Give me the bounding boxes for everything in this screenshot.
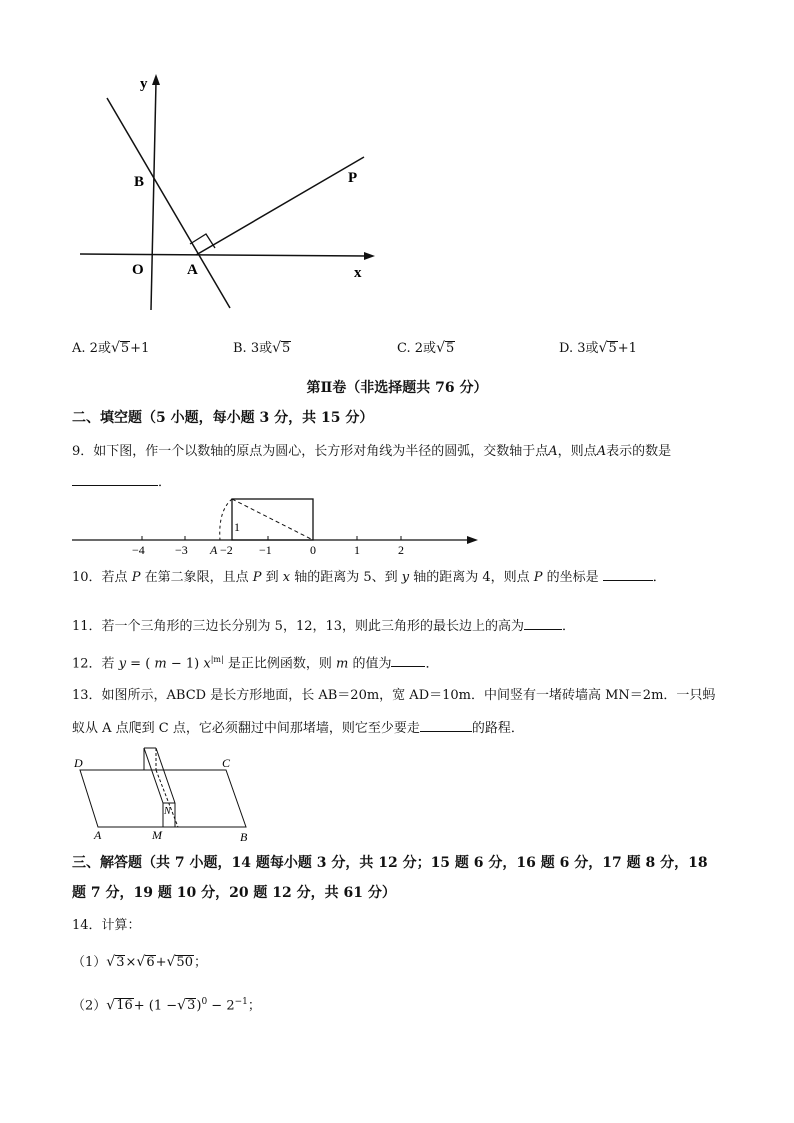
q10-answer-blank <box>603 568 653 581</box>
option-a <box>72 340 149 357</box>
q10-part: 的坐标是 <box>542 570 603 585</box>
section3-title-line1: 三、解答题（共 7 小题，14 题每小题 3 分，共 12 分；15 题 6 分，16 题 6 分，17 题 8 分，18 <box>72 855 708 871</box>
option-letter: C. <box>397 341 411 356</box>
sqrt-sign: √ <box>598 340 608 356</box>
tick-label: −2 <box>220 543 233 557</box>
x-axis-arrow <box>364 252 375 260</box>
q10-var: P <box>533 570 543 585</box>
radicand: 6 <box>146 955 155 970</box>
radicand: 50 <box>176 955 193 970</box>
option-radicand: 5 <box>608 341 617 356</box>
tick-label: −4 <box>132 543 145 557</box>
label-A: A <box>94 828 102 842</box>
option-b <box>233 340 291 357</box>
option-letter: A. <box>72 341 86 356</box>
q11-part: 11．若一个三角形的三边长分别为 5，12，13，则此三角形的最长边上的高为 <box>72 619 525 634</box>
q11-tail: ． <box>562 619 576 634</box>
q12-part: 12．若 <box>72 656 119 672</box>
tick-label: 2 <box>398 543 404 557</box>
tick-label: −1 <box>259 543 272 557</box>
q13-line2 <box>72 719 524 737</box>
plus-sign: + <box>155 955 167 970</box>
q10-part: 轴的距离为 4，则点 <box>409 570 534 585</box>
option-value: 3 <box>577 341 586 356</box>
part2-title: 第Ⅱ卷（非选择题共 76 分） <box>306 380 488 396</box>
q14-part2-tail: ； <box>247 998 261 1014</box>
point-a-label: A <box>210 543 218 557</box>
number-line-arrow <box>467 536 478 544</box>
label-C: C <box>222 756 231 770</box>
close-paren: ) <box>196 998 202 1014</box>
q9-var-a: A <box>548 444 558 459</box>
q10-var: y <box>401 570 410 585</box>
option-tail: +1 <box>130 341 150 356</box>
coordinate-figure <box>70 70 390 320</box>
q12-part: 是正比例函数，则 <box>223 656 336 672</box>
arc <box>220 499 232 540</box>
sqrt-sign: √ <box>436 340 445 356</box>
tick-label: 1 <box>354 543 360 557</box>
q12-var: m <box>335 656 349 672</box>
wall <box>144 748 178 827</box>
sqrt-sign: √ <box>106 997 116 1014</box>
sqrt-sign: √ <box>272 340 282 356</box>
option-radicand: 5 <box>120 341 130 356</box>
wall-figure <box>70 745 260 845</box>
sqrt-sign: √ <box>136 954 146 970</box>
q9-tail: ． <box>158 475 172 490</box>
x-axis <box>80 254 368 256</box>
option-d <box>559 340 637 357</box>
y-axis <box>151 82 156 310</box>
q9-part2: ，则点 <box>557 444 597 459</box>
ray-AP <box>196 157 364 255</box>
label-M: M <box>152 828 162 842</box>
sqrt-sign: √ <box>110 340 120 356</box>
q10-part: 到 <box>261 570 283 585</box>
q12-var: x <box>203 656 211 672</box>
q12-part: 的值为 <box>348 656 392 672</box>
label-y: y <box>140 76 148 92</box>
option-or: 或 <box>585 341 599 356</box>
q14-part1-tail: ； <box>193 955 207 970</box>
q11-answer-blank <box>524 617 562 630</box>
section3-title-line2: 题 7 分，19 题 10 分，20 题 12 分，共 61 分） <box>72 885 396 901</box>
q10-var: x <box>282 570 291 585</box>
q12-exponent: |m| <box>210 655 224 664</box>
q12-var: y <box>118 656 127 672</box>
sqrt-sign: √ <box>166 954 176 970</box>
q14-part2-number: （2） <box>72 998 107 1014</box>
line-BA <box>107 98 230 308</box>
option-tail: +1 <box>617 341 637 356</box>
label-O: O <box>132 262 144 278</box>
q13-line1: 13．如图所示，ABCD 是长方形地面，长 AB＝20m，宽 AD＝10m．中间竖有一堵砖墙高 MN＝2m．一只蚂 <box>72 688 716 703</box>
q12-text <box>72 652 438 672</box>
option-radicand: 5 <box>282 341 291 356</box>
q13-answer-blank <box>420 719 472 732</box>
label-D: D <box>74 756 83 770</box>
expression-part: − 2 <box>207 998 235 1014</box>
option-or: 或 <box>259 341 273 356</box>
tick-label: −3 <box>175 543 188 557</box>
sqrt-sign: √ <box>177 997 187 1014</box>
option-c <box>397 340 455 357</box>
q12-part: = ( <box>126 656 155 672</box>
exponent: 0 <box>201 997 208 1007</box>
q9-answer-blank <box>72 473 158 486</box>
y-axis-arrow <box>152 74 160 85</box>
option-or: 或 <box>423 341 437 356</box>
q14-part1 <box>72 954 207 971</box>
option-letter: B. <box>233 341 247 356</box>
label-P: P <box>348 170 358 186</box>
label-x: x <box>354 265 362 281</box>
q10-var: P <box>131 570 141 585</box>
q9-text <box>72 444 671 460</box>
radicand: 3 <box>116 955 125 970</box>
q13-part: 的路程． <box>471 721 524 736</box>
q12-tail: ． <box>425 656 439 672</box>
q12-answer-blank <box>391 654 425 667</box>
option-value: 3 <box>250 341 260 356</box>
radicand: 16 <box>116 998 133 1014</box>
label-B: B <box>134 174 145 190</box>
option-letter: D. <box>559 341 574 356</box>
q10-text <box>72 568 666 586</box>
tick-label: 0 <box>310 543 316 557</box>
q9-part3: 表示的数是 <box>606 444 672 459</box>
q9-answer-line <box>72 473 171 491</box>
q9-var-a2: A <box>596 444 607 459</box>
q12-part: − 1) <box>166 656 204 672</box>
side-length-label: 1 <box>234 520 240 534</box>
q10-part: 在第二象限，且点 <box>140 570 253 585</box>
q11-text <box>72 617 575 635</box>
q10-var: P <box>252 570 262 585</box>
q12-var: m <box>154 656 167 672</box>
q14-part2 <box>72 994 261 1014</box>
q10-tail: ． <box>652 570 666 585</box>
option-or: 或 <box>97 341 111 356</box>
option-radicand: 5 <box>445 341 455 356</box>
label-A: A <box>187 262 198 278</box>
expression-part: + (1 − <box>133 998 178 1014</box>
rectangle-diagonal <box>232 499 313 540</box>
q10-part: 10．若点 <box>72 570 132 585</box>
label-B: B <box>240 830 248 844</box>
radicand: 3 <box>187 998 196 1014</box>
q14-title: 14．计算： <box>72 918 141 933</box>
option-value: 2 <box>89 341 98 356</box>
q14-part1-number: （1） <box>72 955 107 970</box>
sqrt-sign: √ <box>106 954 116 970</box>
q10-part: 轴的距离为 5、到 <box>290 570 402 585</box>
exponent: −1 <box>234 997 248 1007</box>
section2-title: 二、填空题（5 小题，每小题 3 分，共 15 分） <box>72 410 374 426</box>
times-sign: × <box>125 955 137 970</box>
q13-part: 蚁从 A 点爬到 C 点，它必须翻过中间那堵墙，则它至少要走 <box>72 721 420 736</box>
label-N: N <box>164 806 171 817</box>
number-line-figure <box>70 493 482 557</box>
q9-part1: 9．如下图，作一个以数轴的原点为圆心，长方形对角线为半径的圆弧，交数轴于点 <box>72 444 549 459</box>
option-value: 2 <box>414 341 424 356</box>
